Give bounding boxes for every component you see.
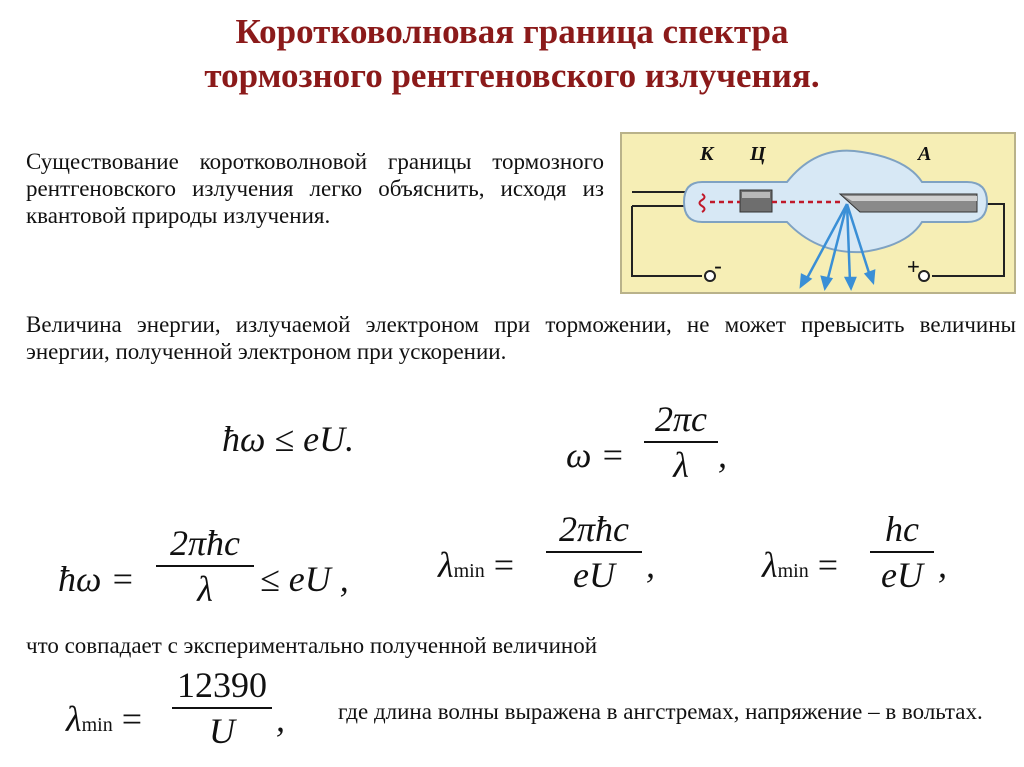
formula-2-tail: , [718,435,727,475]
formula-5-denominator: eU [881,555,923,595]
title-line-2: тормозного рентгеновского излучения. [204,56,820,95]
formula-5-lambda: λ [762,545,778,585]
formula-2-lhs: ω = [566,435,625,475]
formula-1-expr: ħω ≤ eU. [222,419,355,459]
formula-5-tail: , [938,545,947,585]
label-anode: А [918,143,932,165]
formula-4-subscript: min [453,560,485,582]
formula-3-numerator: 2πħc [169,523,240,563]
paragraph-experimental: что совпадает с экспериментально полученной величиной [26,633,598,658]
formula-2-numerator: 2πc [654,399,707,439]
formula-energy-inequality [222,418,354,460]
formula-4-numerator: 2πħc [558,509,629,549]
label-minus: - [714,253,722,280]
formula-6-numerator: 12390 [177,665,267,705]
formula-omega [566,398,736,498]
label-cylinder: Ц [750,143,766,165]
formula-5-subscript: min [777,560,809,582]
label-plus: + [907,254,920,279]
formula-3-lhs: ħω = [58,559,135,599]
formula-6-subscript: min [81,714,113,736]
formula-4-denominator: eU [573,555,615,595]
formula-3-denominator: λ [197,569,213,609]
formula-lambda-min-hbar [438,508,678,608]
formula-energy-wavelength [58,522,388,622]
xray-tube-drawing [622,134,1014,292]
formula-lambda-min-h [762,508,972,608]
label-cathode: К [700,143,714,165]
formula-4-lambda: λ [438,545,454,585]
xray-tube-diagram [620,132,1016,294]
formula-lambda-min-experimental [66,664,316,764]
formula-6-equals: = [121,699,143,739]
formula-6-lambda: λ [66,699,82,739]
formula-3-tail: ≤ eU , [260,559,349,599]
title-line-1: Коротковолновая граница спектра [235,12,789,51]
formula-4-equals: = [493,545,515,585]
formula-6-denominator: U [209,711,235,751]
formula-5-numerator: hc [885,509,919,549]
slide-title [0,10,1024,98]
formula-5-equals: = [817,545,839,585]
formula-4-tail: , [646,545,655,585]
formula-6-tail: , [276,699,285,739]
paragraph-energy: Величина энергии, излучаемой электроном при торможении, не может превысить величины энергии, полученной электроном при ускорении. [26,312,1016,364]
formula-2-denominator: λ [673,445,689,485]
paragraph-intro: Существование коротковолновой границы тормозного рентгеновского излучения легко объяснить, исходя из квантовой природы излучения. [26,149,604,228]
paragraph-units: где длина волны выражена в ангстремах, напряжение – в вольтах. [338,699,983,724]
